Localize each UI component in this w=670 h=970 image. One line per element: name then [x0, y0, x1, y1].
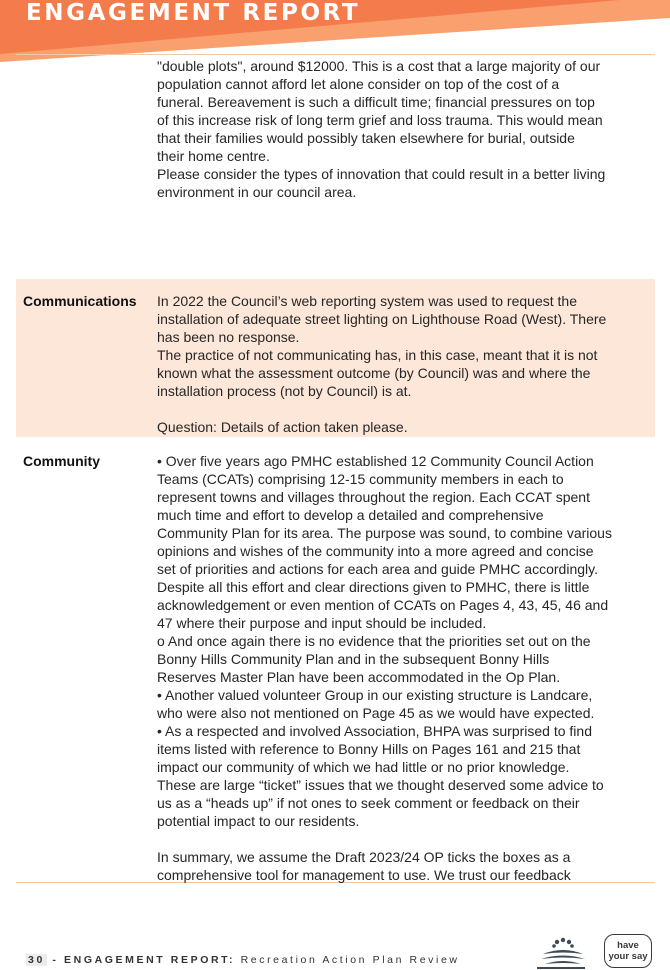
table-row-communications	[16, 279, 655, 437]
row-body	[157, 57, 653, 201]
body-line: known what the assessment outcome (by Council) was and where the	[157, 365, 591, 381]
body-line: • Over five years ago PMHC established 12 Community Council Action	[157, 453, 594, 469]
body-line: In summary, we assume the Draft 2023/24 OP ticks the boxes as a	[157, 849, 571, 865]
body-line: funeral. Bereavement is such a difficult time; financial pressures on top	[157, 94, 595, 110]
council-logo-icon	[533, 934, 589, 970]
body-line: that their families would possibly taken elsewhere for burial, outside	[157, 130, 575, 146]
table-row-community	[16, 439, 655, 883]
body-line: Question: Details of action taken please.	[157, 419, 408, 435]
page-number: 30	[28, 954, 45, 966]
table-row	[16, 54, 655, 276]
body-line: population cannot afford let alone consider on top of the cost of a	[157, 76, 560, 92]
blank-line	[157, 830, 653, 848]
page-footer	[26, 952, 460, 968]
body-line: 47 where their purpose and input should be included.	[157, 615, 487, 631]
row-label-community: Community	[23, 453, 100, 469]
row-body	[157, 292, 653, 436]
body-line: impact our community of which we had little or no prior knowledge.	[157, 759, 570, 775]
body-line: Bonny Hills Community Plan and in the subsequent Bonny Hills	[157, 651, 550, 667]
footer-separator: -	[46, 954, 65, 966]
badge-line-1: have	[617, 940, 639, 951]
badge-line-2: your say	[608, 950, 648, 962]
blank-line	[157, 400, 653, 418]
body-line: Reserves Master Plan have been accommodated in the Op Plan.	[157, 669, 561, 685]
body-line: In 2022 the Council’s web reporting system was used to request the	[157, 293, 577, 309]
body-line: represent towns and villages throughout the region. Each CCAT spent	[157, 489, 590, 505]
body-line: installation of adequate street lighting on Lighthouse Road (West). There	[157, 311, 607, 327]
row-label-communications: Communications	[23, 293, 137, 309]
body-line: o And once again there is no evidence that the priorities set out on the	[157, 633, 591, 649]
body-line: set of priorities and actions for each area and guide PMHC accordingly.	[157, 561, 598, 577]
body-line: Community Plan for its area. The purpose was sound, to combine various	[157, 525, 612, 541]
body-line: The practice of not communicating has, in this case, meant that it is not	[157, 347, 598, 363]
body-line: These are large “ticket” issues that we thought deserved some advice to	[157, 777, 604, 793]
body-line: installation process (not by Council) is at.	[157, 383, 412, 399]
report-title: ENGAGEMENT REPORT	[26, 0, 361, 26]
row-body	[157, 452, 653, 884]
body-line: their home centre.	[157, 148, 270, 164]
have-your-say-badge	[604, 934, 652, 968]
body-line: • As a respected and involved Association, BHPA was surprised to find	[157, 723, 592, 739]
body-line: comprehensive tool for management to use. We trust our feedback	[157, 867, 571, 883]
footer-subtitle: Recreation Action Plan Review	[235, 954, 460, 966]
header-banner	[0, 0, 670, 62]
body-line: items listed with reference to Bonny Hills on Pages 161 and 215 that	[157, 741, 581, 757]
body-line: environment in our council area.	[157, 184, 357, 200]
body-line: much time and effort to develop a detailed and comprehensive	[157, 507, 544, 523]
body-line: us as a “heads up” if not ones to seek comment or feedback on their	[157, 795, 580, 811]
footer-report-title: ENGAGEMENT REPORT:	[64, 954, 236, 966]
body-line: Despite all this effort and clear directions given to PMHC, there is little	[157, 579, 590, 595]
body-line: acknowledgement or even mention of CCATs on Pages 4, 43, 45, 46 and	[157, 597, 609, 613]
body-line: • Another valued volunteer Group in our existing structure is Landcare,	[157, 687, 593, 703]
body-line: opinions and wishes of the community into a more agreed and concise	[157, 543, 594, 559]
body-line: potential impact to our residents.	[157, 813, 360, 829]
body-line: who were also not mentioned on Page 45 as we would have expected.	[157, 705, 595, 721]
body-line: Please consider the types of innovation that could result in a better living	[157, 166, 606, 182]
body-line: Teams (CCATs) comprising 12-15 community members in each to	[157, 471, 564, 487]
body-line: has been no response.	[157, 329, 300, 345]
body-line: of this increase risk of long term grief and loss trauma. This would mean	[157, 112, 603, 128]
body-line: "double plots", around $12000. This is a cost that a large majority of our	[157, 58, 601, 74]
council-logo	[533, 934, 589, 970]
